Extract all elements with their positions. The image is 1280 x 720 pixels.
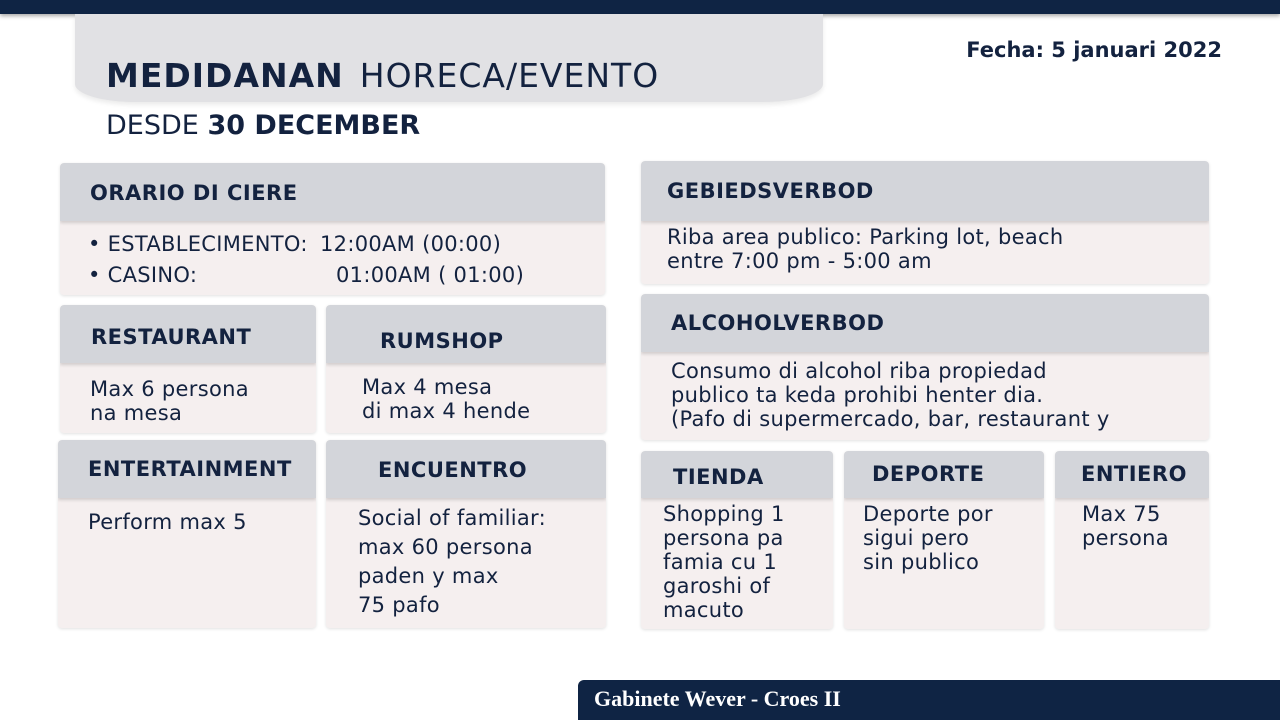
- card-entertainment: [58, 440, 316, 628]
- card-body: [1082, 502, 1169, 550]
- card-entiero: [1055, 451, 1209, 629]
- title-bold: MEDIDANAN: [106, 56, 344, 95]
- subtitle-date: 30 DECEMBER: [207, 110, 421, 141]
- card-line: Max 75: [1082, 502, 1161, 526]
- card-line: sin publico: [863, 550, 980, 574]
- page-title: [106, 56, 659, 95]
- hours-label: • ESTABLECIMENTO:: [88, 232, 308, 256]
- card-encuentro: [326, 440, 606, 628]
- card-title: RUMSHOP: [380, 329, 504, 353]
- card-body: [362, 375, 530, 423]
- card-line: Perform max 5: [88, 510, 247, 534]
- hours-value: 01:00AM ( 01:00): [336, 263, 525, 287]
- card-body: [90, 377, 249, 425]
- card-line: 75 pafo: [358, 593, 440, 617]
- card-line: famia cu 1: [663, 550, 777, 574]
- card-line: garoshi of: [663, 574, 771, 598]
- card-line: entre 7:00 pm - 5:00 am: [667, 249, 932, 273]
- card-line: Social of familiar:: [358, 506, 546, 530]
- card-body: [88, 510, 247, 534]
- card-line: sigui pero: [863, 526, 970, 550]
- footer-bar: [578, 680, 1280, 720]
- card-title: ORARIO DI CIERE: [90, 181, 298, 205]
- card-line: publico ta keda prohibi henter dia.: [671, 383, 1044, 407]
- card-body: [663, 502, 785, 622]
- card-deporte: [844, 451, 1044, 629]
- card-title: ALCOHOLVERBOD: [671, 311, 885, 335]
- card-line: Max 6 persona: [90, 377, 249, 401]
- card-header: [326, 305, 606, 363]
- card-line: paden y max: [358, 564, 499, 588]
- card-header: [844, 451, 1044, 498]
- card-orario: [60, 163, 605, 295]
- card-header: [1055, 451, 1209, 498]
- list-item: [88, 260, 524, 291]
- card-body: [667, 225, 1063, 273]
- card-alcoholverbod: [641, 294, 1209, 440]
- card-line: Deporte por: [863, 502, 993, 526]
- card-header: [60, 305, 316, 363]
- card-line: persona: [1082, 526, 1169, 550]
- card-line: di max 4 hende: [362, 399, 531, 423]
- card-tienda: [641, 451, 833, 629]
- card-header: [58, 440, 316, 498]
- card-title: RESTAURANT: [91, 325, 252, 349]
- card-line: macuto: [663, 598, 745, 622]
- card-body: [863, 502, 993, 574]
- card-title: TIENDA: [673, 465, 764, 489]
- top-bar: [0, 0, 1280, 14]
- card-line: max 60 persona: [358, 535, 533, 559]
- subtitle: [106, 110, 420, 141]
- card-rumshop: [326, 305, 606, 433]
- footer-credit: Gabinete Wever - Croes II: [594, 686, 841, 711]
- card-header: [326, 440, 606, 498]
- card-title: ENCUENTRO: [378, 458, 528, 482]
- card-body: [358, 504, 546, 620]
- card-body: [671, 359, 1110, 431]
- card-line: Consumo di alcohol riba propiedad: [671, 359, 1047, 383]
- card-line: Riba area publico: Parking lot, beach: [667, 225, 1064, 249]
- card-line: persona pa: [663, 526, 784, 550]
- subtitle-prefix: DESDE: [106, 110, 199, 141]
- hours-label: • CASINO:: [88, 263, 198, 287]
- card-line: na mesa: [90, 401, 183, 425]
- list-item: [88, 229, 524, 260]
- card-header: [641, 161, 1209, 221]
- card-header: [641, 451, 833, 498]
- card-header: [60, 163, 605, 221]
- card-gebiedsverbod: [641, 161, 1209, 284]
- date-label: Fecha: 5 januari 2022: [966, 38, 1222, 62]
- title-light: HORECA/EVENTO: [359, 56, 660, 95]
- card-body: [88, 229, 524, 291]
- card-title: ENTIERO: [1081, 462, 1187, 486]
- card-header: [641, 294, 1209, 352]
- card-line: (Pafo di supermercado, bar, restaurant y: [671, 407, 1110, 431]
- card-title: ENTERTAINMENT: [88, 457, 292, 481]
- card-line: Shopping 1: [663, 502, 785, 526]
- hours-value: 12:00AM (00:00): [320, 232, 502, 256]
- card-restaurant: [60, 305, 316, 433]
- card-title: DEPORTE: [872, 462, 985, 486]
- card-line: Max 4 mesa: [362, 375, 493, 399]
- card-title: GEBIEDSVERBOD: [667, 179, 874, 203]
